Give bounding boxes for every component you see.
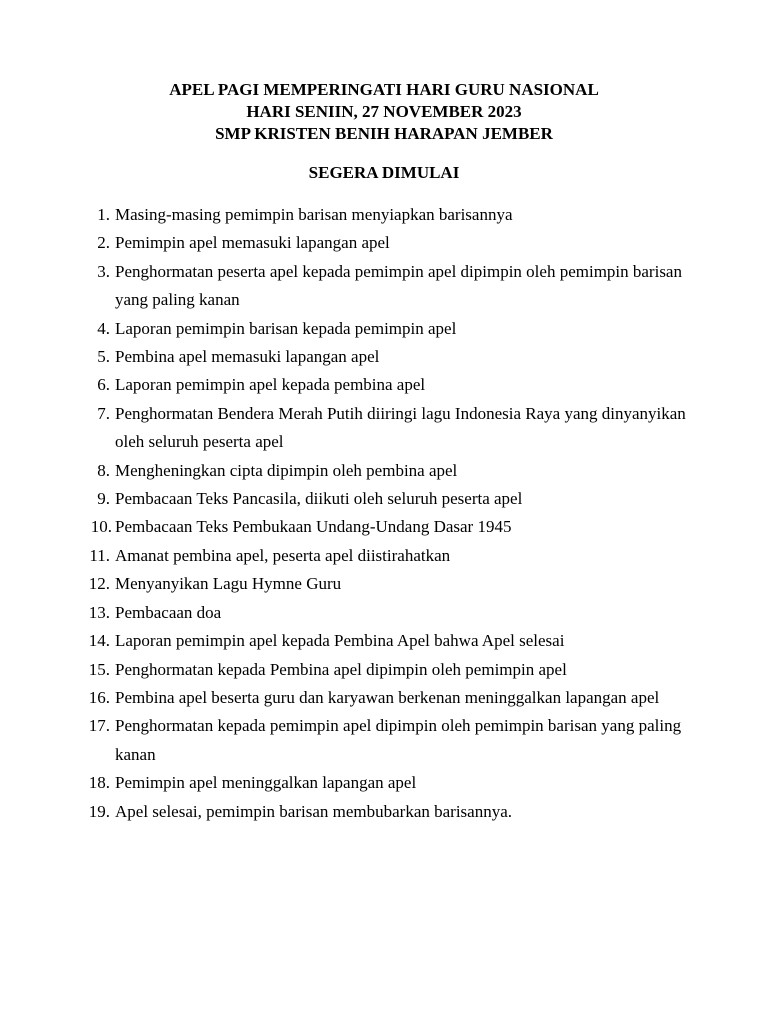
list-item-number: 3.	[97, 261, 110, 281]
list-item	[0, 485, 768, 513]
list-item-text: Pembacaan Teks Pembukaan Undang-Undang Dasar 1945	[115, 517, 512, 537]
list-item-number: 10.	[90, 517, 112, 537]
list-item-text: Amanat pembina apel, peserta apel diistirahatkan	[115, 545, 451, 565]
list-item	[0, 542, 768, 570]
list-item-number: 18.	[88, 773, 110, 793]
list-item	[0, 798, 768, 826]
section-subtitle: SEGERA DIMULAI	[308, 163, 460, 182]
list-item-text: Penghormatan peserta apel kepada pemimpin apel dipimpin oleh pemimpin barisan yang paling kanan	[115, 261, 682, 310]
list-item-text: Pembina apel memasuki lapangan apel	[115, 347, 380, 367]
list-item-number: 19.	[88, 801, 110, 821]
list-item	[0, 400, 768, 457]
list-item-text: Masing-masing pemimpin barisan menyiapkan barisannya	[115, 205, 513, 224]
list-item	[0, 769, 768, 797]
agenda-list	[0, 201, 768, 826]
list-item-text: Apel selesai, pemimpin barisan membubarkan barisannya.	[115, 801, 513, 821]
list-item-text: Pembina apel beserta guru dan karyawan berkenan meninggalkan lapangan apel	[115, 687, 660, 707]
list-item	[0, 315, 768, 343]
list-item-number: 14.	[88, 631, 110, 651]
document-header	[0, 79, 768, 145]
list-item	[0, 712, 768, 769]
list-item-text: Pemimpin apel memasuki lapangan apel	[115, 233, 390, 253]
header-date-line: HARI SENIIN, 27 NOVEMBER 2023	[246, 102, 522, 121]
list-item-text: Mengheningkan cipta dipimpin oleh pembina apel	[115, 460, 458, 480]
list-item	[0, 258, 768, 315]
list-item-text: Penghormatan kepada Pembina apel dipimpin oleh pemimpin apel	[115, 659, 567, 679]
list-item-number: 13.	[88, 602, 110, 622]
list-item-number: 17.	[88, 716, 110, 736]
list-item-text: Pembacaan Teks Pancasila, diikuti oleh seluruh peserta apel	[115, 489, 523, 509]
list-item-text: Pemimpin apel meninggalkan lapangan apel	[115, 773, 417, 793]
list-item-number: 4.	[97, 318, 110, 338]
list-item-text: Penghormatan Bendera Merah Putih diiringi lagu Indonesia Raya yang dinyanyikan oleh seluruh peserta apel	[115, 403, 686, 452]
list-item	[0, 513, 768, 541]
list-item-number: 8.	[97, 460, 110, 480]
list-item	[0, 343, 768, 371]
list-item-number: 2.	[97, 233, 110, 253]
header-title-line-1: APEL PAGI MEMPERINGATI HARI GURU NASIONAL	[169, 80, 599, 99]
list-item-text: Laporan pemimpin barisan kepada pemimpin apel	[115, 318, 457, 338]
list-item-text: Menyanyikan Lagu Hymne Guru	[115, 574, 342, 594]
list-item-text: Pembacaan doa	[115, 602, 222, 622]
header-school-line: SMP KRISTEN BENIH HARAPAN JEMBER	[215, 124, 553, 143]
list-item	[0, 599, 768, 627]
list-item-number: 6.	[97, 375, 110, 395]
list-item	[0, 684, 768, 712]
list-item-number: 5.	[97, 347, 110, 367]
list-item	[0, 656, 768, 684]
list-item-text: Laporan pemimpin apel kepada Pembina Apel bahwa Apel selesai	[115, 631, 565, 651]
list-item	[0, 627, 768, 655]
list-item-number: 12.	[88, 574, 110, 594]
list-item-number: 9.	[97, 489, 110, 509]
list-item-number: 1.	[97, 205, 110, 224]
list-item	[0, 229, 768, 257]
list-item	[0, 371, 768, 399]
list-item-number: 7.	[97, 403, 110, 423]
list-item-text: Penghormatan kepada pemimpin apel dipimpin oleh pemimpin barisan yang paling kanan	[115, 716, 682, 764]
list-item	[0, 201, 768, 229]
list-item	[0, 457, 768, 485]
list-item-number: 16.	[88, 687, 110, 707]
list-item-text: Laporan pemimpin apel kepada pembina apel	[115, 375, 426, 395]
list-item-number: 11.	[89, 545, 110, 565]
list-item-number: 15.	[88, 659, 110, 679]
list-item	[0, 570, 768, 598]
